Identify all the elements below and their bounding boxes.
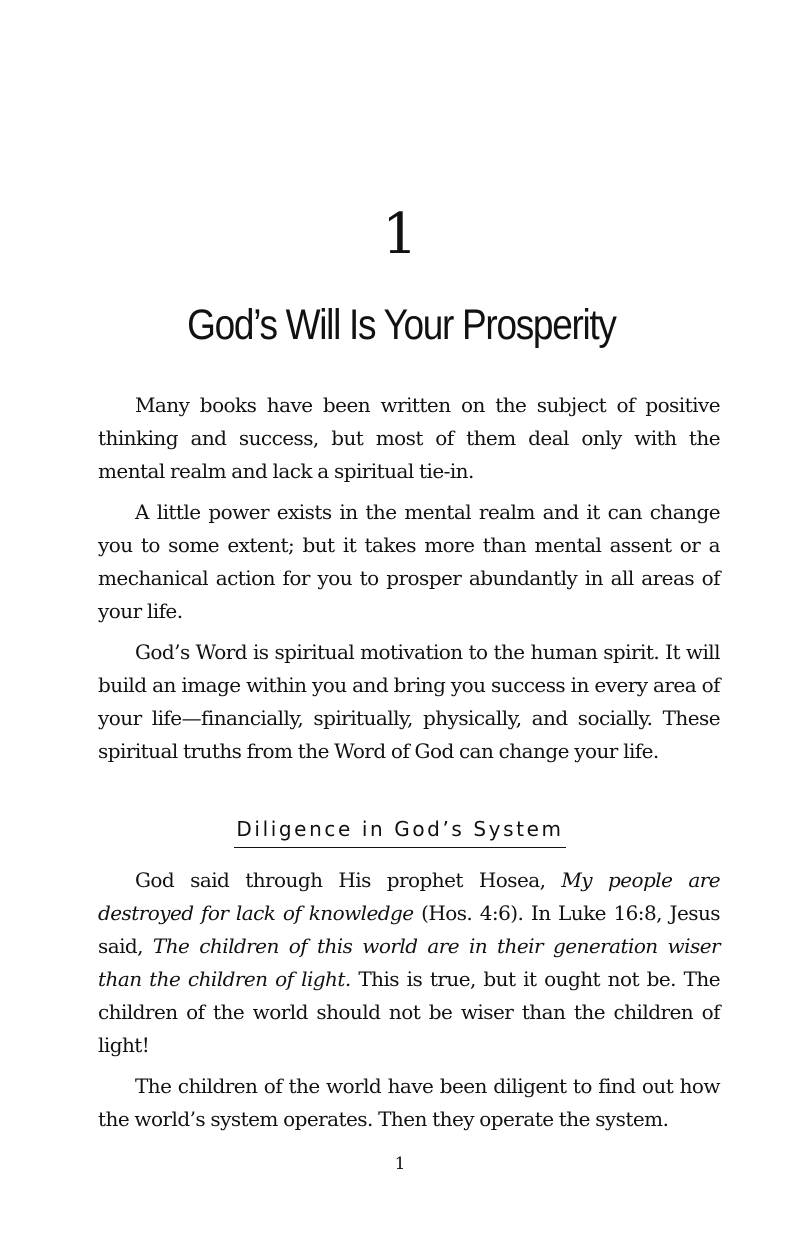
section-heading: Diligence in God’s System [234,814,565,848]
paragraph: A little power exists in the mental realm and it can change you to some extent; but it takes more than mental assent or a mechanical action for you to prosper abundantly in all areas of your life. [98,500,720,623]
paragraph: God’s Word is spiritual motivation to the human spirit. It will build an image within you and bring you success in every area of your life—financially, spiritually, physically, and socially. These spiritual truths from the Word of God can change your life. [98,640,720,763]
text-run: This is true, but it ought not be. The children of the world should not be wiser than the children of light! [98,967,721,1057]
section-text [98,864,720,1144]
scripture-quote: The children of this world are in their generation wiser than the children of light. [98,934,720,991]
text-run: God said through His prophet Hosea, [135,868,562,892]
section-heading-wrap [0,814,800,848]
chapter-title: God’s Will Is Your Prosperity [187,301,616,349]
scripture-quote: My people are destroyed for lack of knowledge [98,868,720,925]
paragraph: The children of the world have been diligent to find out how the world’s system operates. Then they operate the system. [98,1074,720,1131]
paragraph: Many books have been written on the subject of positive thinking and success, but most of them deal only with the mental realm and lack a spiritual tie-in. [98,393,720,483]
page-number: 1 [394,1154,406,1174]
intro-text [98,389,720,776]
chapter-number: 1 [382,202,418,267]
text-run: (Hos. 4:6). In Luke 16:8, Jesus said, [98,901,720,958]
paragraph [98,864,720,1062]
